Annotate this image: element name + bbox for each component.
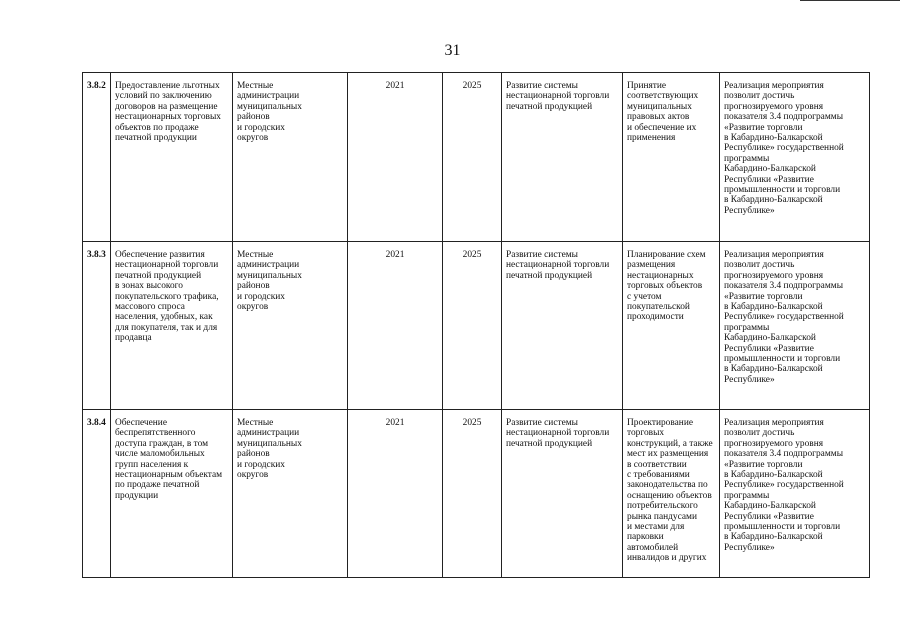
item-number: 3.8.4 (83, 410, 111, 578)
measure-name: Обеспечение развития нестационарной торговли печатной продукцией в зонах высокого покупательского трафика, массового спроса населения, удобных, как для покупателя, так и для продавца (111, 242, 233, 410)
expected-result: Принятие соответствующих муниципальных правовых актов и обеспечение их применения (623, 73, 720, 242)
item-number: 3.8.2 (83, 73, 111, 242)
start-year: 2021 (348, 410, 443, 578)
expected-result: Проектирование торговых конструкций, а также мест их размещения в соответствии с требованиями законодательства по оснащению объектов потребительского рынка пандусами и местами для парковки автомобилей инвалидов и других (623, 410, 720, 578)
start-year: 2021 (348, 73, 443, 242)
table-row (83, 410, 870, 578)
indicator-relation: Реализация мероприятия позволит достичь прогнозируемого уровня показателя 3.4 подпрограммы «Развитие торговли в Кабардино-Балкарской Республике» государственной программы Кабардино-Балкарской Республики «Развитие промышленности и торговли в Кабардино-Балкарской Республике» (720, 73, 870, 242)
item-number: 3.8.3 (83, 242, 111, 410)
executor: Местные администрации муниципальных районов и городских округов (233, 242, 348, 410)
expected-result: Планирование схем размещения нестационарных торговых объектов с учетом покупательской проходимости (623, 242, 720, 410)
measure-name: Обеспечение беспрепятственного доступа граждан, в том числе маломобильных групп населения к нестационарным объектам по продаже печатной продукции (111, 410, 233, 578)
top-rule (800, 0, 900, 1)
goal: Развитие системы нестационарной торговли печатной продукцией (502, 73, 623, 242)
indicator-relation: Реализация мероприятия позволит достичь прогнозируемого уровня показателя 3.4 подпрограммы «Развитие торговли в Кабардино-Балкарской Республике» государственной программы Кабардино-Балкарской Республики «Развитие промышленности и торговли в Кабардино-Балкарской Республике» (720, 410, 870, 578)
table-row (83, 242, 870, 410)
executor: Местные администрации муниципальных районов и городских округов (233, 410, 348, 578)
measure-name: Предоставление льготных условий по заключению договоров на размещение нестационарных торговых объектов по продаже печатной продукции (111, 73, 233, 242)
indicator-relation: Реализация мероприятия позволит достичь прогнозируемого уровня показателя 3.4 подпрограммы «Развитие торговли в Кабардино-Балкарской Республике» государственной программы Кабардино-Балкарской Республики «Развитие промышленности и торговли в Кабардино-Балкарской Республике» (720, 242, 870, 410)
table-row (83, 73, 870, 242)
end-year: 2025 (443, 242, 502, 410)
page-number: 31 (444, 42, 461, 59)
goal: Развитие системы нестационарной торговли печатной продукцией (502, 242, 623, 410)
end-year: 2025 (443, 410, 502, 578)
goal: Развитие системы нестационарной торговли печатной продукцией (502, 410, 623, 578)
executor: Местные администрации муниципальных районов и городских округов (233, 73, 348, 242)
start-year: 2021 (348, 242, 443, 410)
end-year: 2025 (443, 73, 502, 242)
measures-table (82, 72, 870, 578)
